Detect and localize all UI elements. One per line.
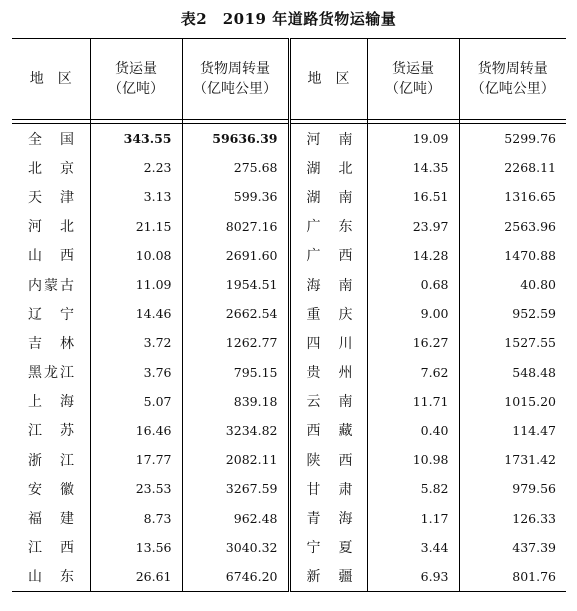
region-name-left: 内蒙古 xyxy=(12,270,90,299)
freight-turnover-right: 5299.76 xyxy=(504,131,556,147)
region-name-left: 山 东 xyxy=(12,562,90,592)
freight-turnover-right: 1015.20 xyxy=(504,393,556,409)
header-volume-unit: （亿吨） xyxy=(108,81,164,97)
freight-turnover-right: 1731.42 xyxy=(504,452,556,468)
freight-volume-left: 17.77 xyxy=(90,445,182,474)
freight-volume-right: 5.82 xyxy=(367,474,459,503)
freight-volume-left: 23.53 xyxy=(90,474,182,503)
table-row xyxy=(12,270,566,299)
table-row xyxy=(12,562,566,592)
freight-volume-left: 2.23 xyxy=(90,153,182,182)
region-name-left: 上 海 xyxy=(12,387,90,416)
freight-turnover-left: 3234.82 xyxy=(182,416,289,445)
region-name-right: 广 西 xyxy=(289,241,367,270)
freight-volume-right: 14.35 xyxy=(367,153,459,182)
region-name-right: 河 南 xyxy=(289,124,367,154)
header-volume-left xyxy=(90,39,182,120)
freight-turnover-right: 979.56 xyxy=(512,481,556,497)
freight-table xyxy=(12,38,566,592)
freight-volume-left: 343.55 xyxy=(90,124,182,154)
region-name-right: 新 疆 xyxy=(289,562,367,592)
header-turnover-left xyxy=(182,39,289,120)
region-name-right: 西 藏 xyxy=(289,416,367,445)
table-row xyxy=(12,445,566,474)
header-region-right: 地 区 xyxy=(289,39,367,120)
table-title: 表2 2019 年道路货物运输量 xyxy=(180,10,397,28)
header-region-left: 地 区 xyxy=(12,39,90,120)
region-name-right: 重 庆 xyxy=(289,299,367,328)
table-body xyxy=(12,124,566,592)
freight-volume-left: 3.76 xyxy=(90,358,182,387)
table-row xyxy=(12,153,566,182)
freight-turnover-right: 40.80 xyxy=(520,277,556,293)
freight-turnover-right: 548.48 xyxy=(512,364,556,380)
region-name-left: 福 建 xyxy=(12,503,90,532)
region-name-right: 青 海 xyxy=(289,503,367,532)
region-name-right: 宁 夏 xyxy=(289,533,367,562)
header-volume-label: 货运量 xyxy=(392,61,434,77)
freight-volume-left: 3.72 xyxy=(90,328,182,357)
freight-volume-right: 0.68 xyxy=(367,270,459,299)
table-row xyxy=(12,212,566,241)
region-name-right: 广 东 xyxy=(289,212,367,241)
region-name-left: 黑龙江 xyxy=(12,358,90,387)
header-volume-right xyxy=(367,39,459,120)
table-row xyxy=(12,416,566,445)
freight-volume-left: 21.15 xyxy=(90,212,182,241)
freight-turnover-left: 2691.60 xyxy=(182,241,289,270)
freight-volume-right: 11.71 xyxy=(367,387,459,416)
table-row xyxy=(12,241,566,270)
freight-turnover-left: 839.18 xyxy=(182,387,289,416)
region-name-right: 贵 州 xyxy=(289,358,367,387)
freight-volume-right: 3.44 xyxy=(367,533,459,562)
freight-volume-right: 16.51 xyxy=(367,182,459,211)
freight-turnover-left: 599.36 xyxy=(182,182,289,211)
region-name-left: 山 西 xyxy=(12,241,90,270)
freight-volume-right: 7.62 xyxy=(367,358,459,387)
freight-turnover-right: 1470.88 xyxy=(504,247,556,263)
freight-volume-left: 10.08 xyxy=(90,241,182,270)
freight-turnover-left: 3040.32 xyxy=(182,533,289,562)
region-name-right: 陕 西 xyxy=(289,445,367,474)
table-row xyxy=(12,358,566,387)
freight-turnover-left: 1262.77 xyxy=(182,328,289,357)
freight-turnover-left: 59636.39 xyxy=(182,124,289,154)
freight-turnover-left: 962.48 xyxy=(182,503,289,532)
freight-volume-left: 5.07 xyxy=(90,387,182,416)
freight-turnover-left: 795.15 xyxy=(182,358,289,387)
freight-volume-right: 16.27 xyxy=(367,328,459,357)
freight-turnover-right: 801.76 xyxy=(459,562,566,592)
table-row xyxy=(12,533,566,562)
freight-turnover-right: 126.33 xyxy=(512,510,556,526)
freight-volume-left: 3.13 xyxy=(90,182,182,211)
header-turnover-unit: （亿吨公里） xyxy=(470,81,555,97)
table-row xyxy=(12,299,566,328)
table-row xyxy=(12,387,566,416)
freight-volume-left: 14.46 xyxy=(90,299,182,328)
freight-turnover-right: 952.59 xyxy=(512,306,556,322)
header-turnover-right xyxy=(459,39,566,120)
freight-volume-right: 1.17 xyxy=(367,503,459,532)
table-row xyxy=(12,182,566,211)
freight-turnover-left: 3267.59 xyxy=(182,474,289,503)
region-name-left: 浙 江 xyxy=(12,445,90,474)
freight-turnover-left: 6746.20 xyxy=(182,562,289,592)
region-name-right: 湖 北 xyxy=(289,153,367,182)
freight-turnover-left: 1954.51 xyxy=(182,270,289,299)
freight-volume-right: 9.00 xyxy=(367,299,459,328)
header-volume-unit: （亿吨） xyxy=(385,81,441,97)
freight-volume-right: 14.28 xyxy=(367,241,459,270)
freight-turnover-right: 2268.11 xyxy=(504,160,556,176)
region-name-left: 江 西 xyxy=(12,533,90,562)
region-name-left: 辽 宁 xyxy=(12,299,90,328)
freight-volume-left: 16.46 xyxy=(90,416,182,445)
freight-turnover-right: 2563.96 xyxy=(504,218,556,234)
freight-turnover-right: 114.47 xyxy=(512,422,556,438)
freight-volume-right: 19.09 xyxy=(367,124,459,154)
table-row xyxy=(12,328,566,357)
freight-turnover-right: 437.39 xyxy=(512,539,556,555)
freight-turnover-left: 8027.16 xyxy=(182,212,289,241)
freight-volume-left: 13.56 xyxy=(90,533,182,562)
freight-volume-left: 26.61 xyxy=(90,562,182,592)
freight-volume-right: 0.40 xyxy=(367,416,459,445)
region-name-right: 云 南 xyxy=(289,387,367,416)
freight-turnover-left: 2662.54 xyxy=(182,299,289,328)
region-name-left: 河 北 xyxy=(12,212,90,241)
table-row xyxy=(12,474,566,503)
freight-volume-right: 6.93 xyxy=(367,562,459,592)
freight-volume-right: 10.98 xyxy=(367,445,459,474)
region-name-left: 天 津 xyxy=(12,182,90,211)
header-row xyxy=(12,39,566,120)
freight-volume-left: 8.73 xyxy=(90,503,182,532)
freight-turnover-right: 1527.55 xyxy=(504,335,556,351)
region-name-right: 海 南 xyxy=(289,270,367,299)
table-row xyxy=(12,124,566,154)
region-name-left: 全 国 xyxy=(12,124,90,154)
header-turnover-label: 货物周转量 xyxy=(477,61,548,77)
region-name-right: 四 川 xyxy=(289,328,367,357)
region-name-left: 江 苏 xyxy=(12,416,90,445)
region-name-left: 安 徽 xyxy=(12,474,90,503)
freight-turnover-left: 275.68 xyxy=(182,153,289,182)
header-turnover-label: 货物周转量 xyxy=(200,61,270,77)
header-volume-label: 货运量 xyxy=(115,61,157,77)
region-name-right: 湖 南 xyxy=(289,182,367,211)
freight-volume-right: 23.97 xyxy=(367,212,459,241)
freight-turnover-left: 2082.11 xyxy=(182,445,289,474)
region-name-left: 北 京 xyxy=(12,153,90,182)
freight-volume-left: 11.09 xyxy=(90,270,182,299)
region-name-left: 吉 林 xyxy=(12,328,90,357)
table-row xyxy=(12,503,566,532)
header-turnover-unit: （亿吨公里） xyxy=(193,81,277,97)
freight-turnover-right: 1316.65 xyxy=(504,189,556,205)
region-name-right: 甘 肃 xyxy=(289,474,367,503)
